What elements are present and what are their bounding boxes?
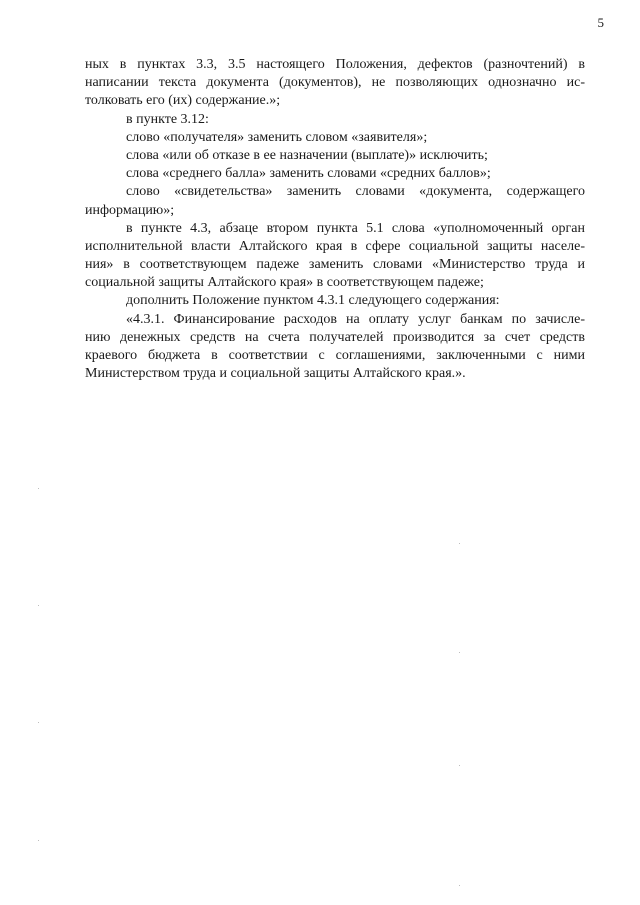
text-line: в пункте 4.3, абзаце втором пункта 5.1 слова «уполномоченный орган: [126, 220, 585, 236]
text-line: слова «среднего балла» заменить словами «средних баллов»;: [126, 166, 491, 182]
text-line: ных в пунктах 3.3, 3.5 настоящего Положения, дефектов (разночтений) в: [85, 57, 585, 72]
text-line: толковать его (их) содержание.»;: [85, 93, 281, 109]
text-line: нию денежных средств на счета получателей производится за счет средств: [85, 329, 585, 345]
scan-speck: [38, 840, 39, 841]
scan-speck: [38, 605, 39, 606]
text-line: ния» в соответствующем падеже заменить словами «Министерство труда и: [85, 257, 585, 273]
scan-speck: [459, 885, 460, 886]
text-line: «4.3.1. Финансирование расходов на оплату услуг банкам по зачисле-: [126, 311, 585, 327]
text-line: слово «получателя» заменить словом «заявителя»;: [126, 129, 428, 145]
text-line: краевого бюджета в соответствии с соглашениями, заключенными с ними: [85, 348, 585, 363]
text-line: в пункте 3.12:: [126, 111, 209, 127]
text-line: слово «свидетельства» заменить словами «документа, содержащего: [126, 184, 585, 200]
scan-speck: [459, 543, 460, 544]
scan-speck: [38, 488, 39, 489]
text-line: слова «или об отказе в ее назначении (выплате)» исключить;: [126, 147, 488, 163]
scan-speck: [459, 652, 460, 653]
text-line: социальной защиты Алтайского края» в соответствующем падеже;: [85, 275, 484, 291]
document-body: [85, 56, 585, 383]
text-line: Министерством труда и социальной защиты Алтайского края.».: [85, 366, 466, 382]
text-line: дополнить Положение пунктом 4.3.1 следующего содержания:: [126, 293, 500, 309]
scan-speck: [459, 765, 460, 766]
text-line: информацию»;: [85, 202, 175, 218]
scan-speck: [38, 722, 39, 723]
text-line: исполнительной власти Алтайского края в сфере социальной защиты населе-: [85, 238, 585, 254]
text-line: написании текста документа (документов), не позволяющих однозначно ис-: [85, 75, 585, 91]
page-number: 5: [597, 15, 604, 30]
